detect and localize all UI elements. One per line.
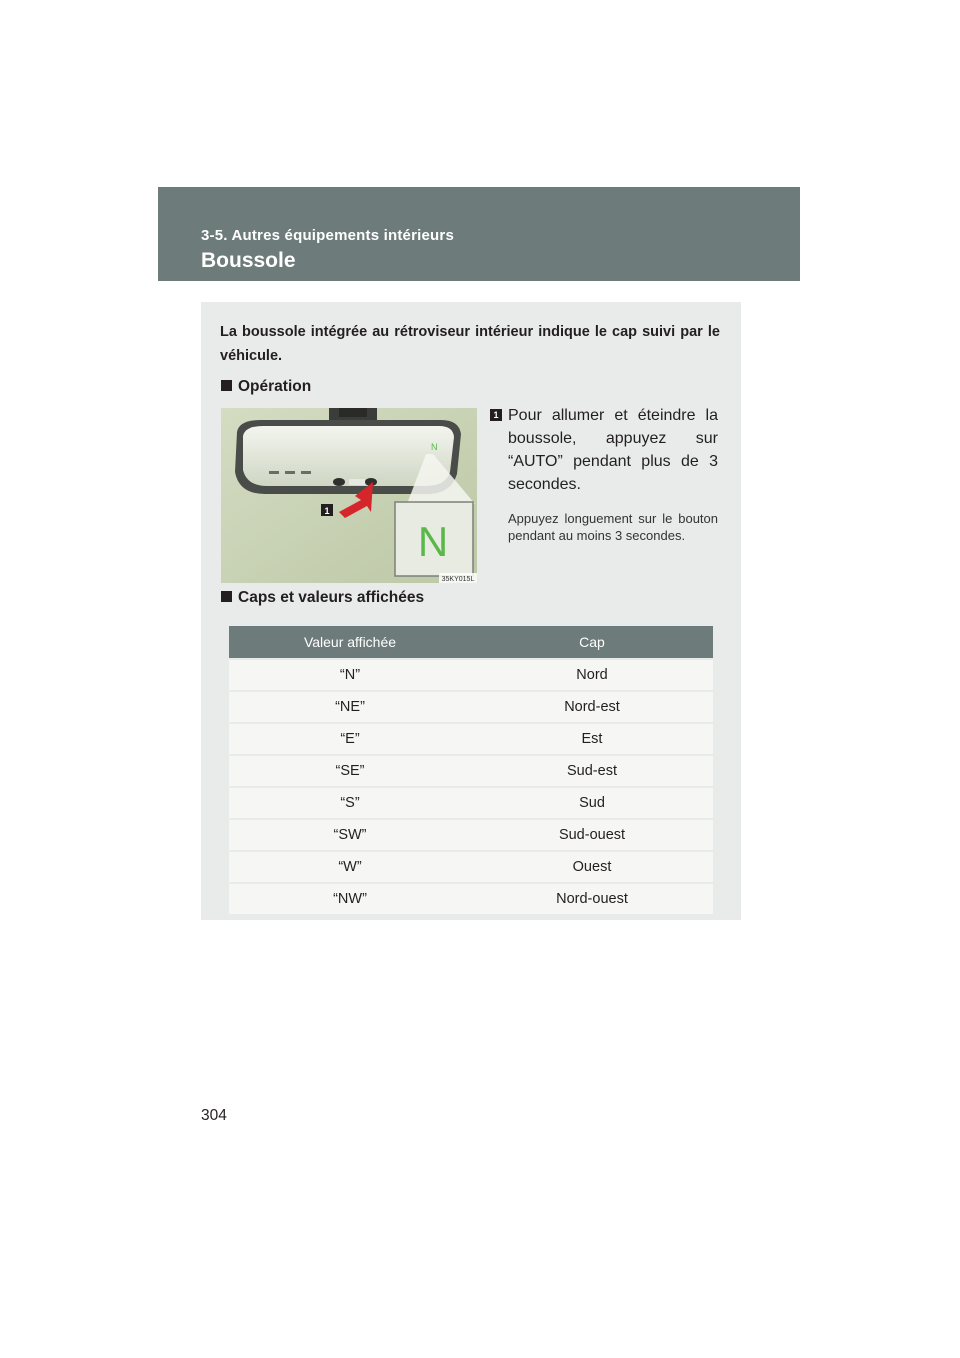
instruction-note: Appuyez longuement sur le bouton pendant au moins 3 secondes. (508, 511, 718, 543)
mirror-illustration (221, 408, 477, 583)
table-row (229, 756, 713, 786)
caps-heading-label: Caps et valeurs affichées (238, 589, 425, 606)
caps-heading (221, 589, 424, 607)
cell-value: “SE” (229, 756, 471, 786)
table-row (229, 852, 713, 882)
cell-value: “S” (229, 788, 471, 818)
page-title: Boussole (201, 249, 296, 272)
operation-heading (221, 378, 311, 396)
intro-text: La boussole intégrée au rétroviseur intérieur indique le cap suivi par le véhicule. (220, 324, 720, 364)
cell-cap: Sud (471, 788, 713, 818)
table-row (229, 884, 713, 914)
cell-value: “E” (229, 724, 471, 754)
chapter-header (158, 187, 800, 281)
table-row (229, 692, 713, 722)
cell-cap: Nord-ouest (471, 884, 713, 914)
cell-value: “N” (229, 660, 471, 690)
mirror-compass-n-small: N (431, 442, 438, 452)
table-header-row (229, 626, 713, 658)
column-header-value: Valeur affichée (229, 626, 471, 658)
cell-value: “NE” (229, 692, 471, 722)
cell-cap: Nord (471, 660, 713, 690)
cell-cap: Est (471, 724, 713, 754)
operation-heading-label: Opération (238, 378, 312, 395)
cell-cap: Sud-ouest (471, 820, 713, 850)
step-marker-1: 1 (490, 409, 502, 421)
square-bullet-icon (221, 380, 232, 391)
cell-cap: Nord-est (471, 692, 713, 722)
cell-value: “SW” (229, 820, 471, 850)
table-row (229, 820, 713, 850)
compass-display-letter: N (417, 518, 449, 565)
table-row (229, 660, 713, 690)
content-panel (201, 302, 741, 920)
cell-value: “NW” (229, 884, 471, 914)
table-row (229, 788, 713, 818)
cell-cap: Sud-est (471, 756, 713, 786)
instruction-text: Pour allumer et éteindre la boussole, appuyez sur “AUTO” pendant plus de 3 secondes. (508, 407, 718, 493)
rearview-mirror-icon (221, 408, 477, 583)
operation-instructions (490, 404, 718, 544)
column-header-cap: Cap (471, 626, 713, 658)
caps-table (229, 624, 713, 916)
callout-label-1: 1 (324, 506, 330, 516)
cell-value: “W” (229, 852, 471, 882)
cell-cap: Ouest (471, 852, 713, 882)
square-bullet-icon (221, 591, 232, 602)
table-row (229, 724, 713, 754)
image-code: 35KY015L (441, 576, 475, 583)
page-number: 304 (201, 1107, 227, 1124)
section-title: 3-5. Autres équipements intérieurs (201, 227, 454, 244)
